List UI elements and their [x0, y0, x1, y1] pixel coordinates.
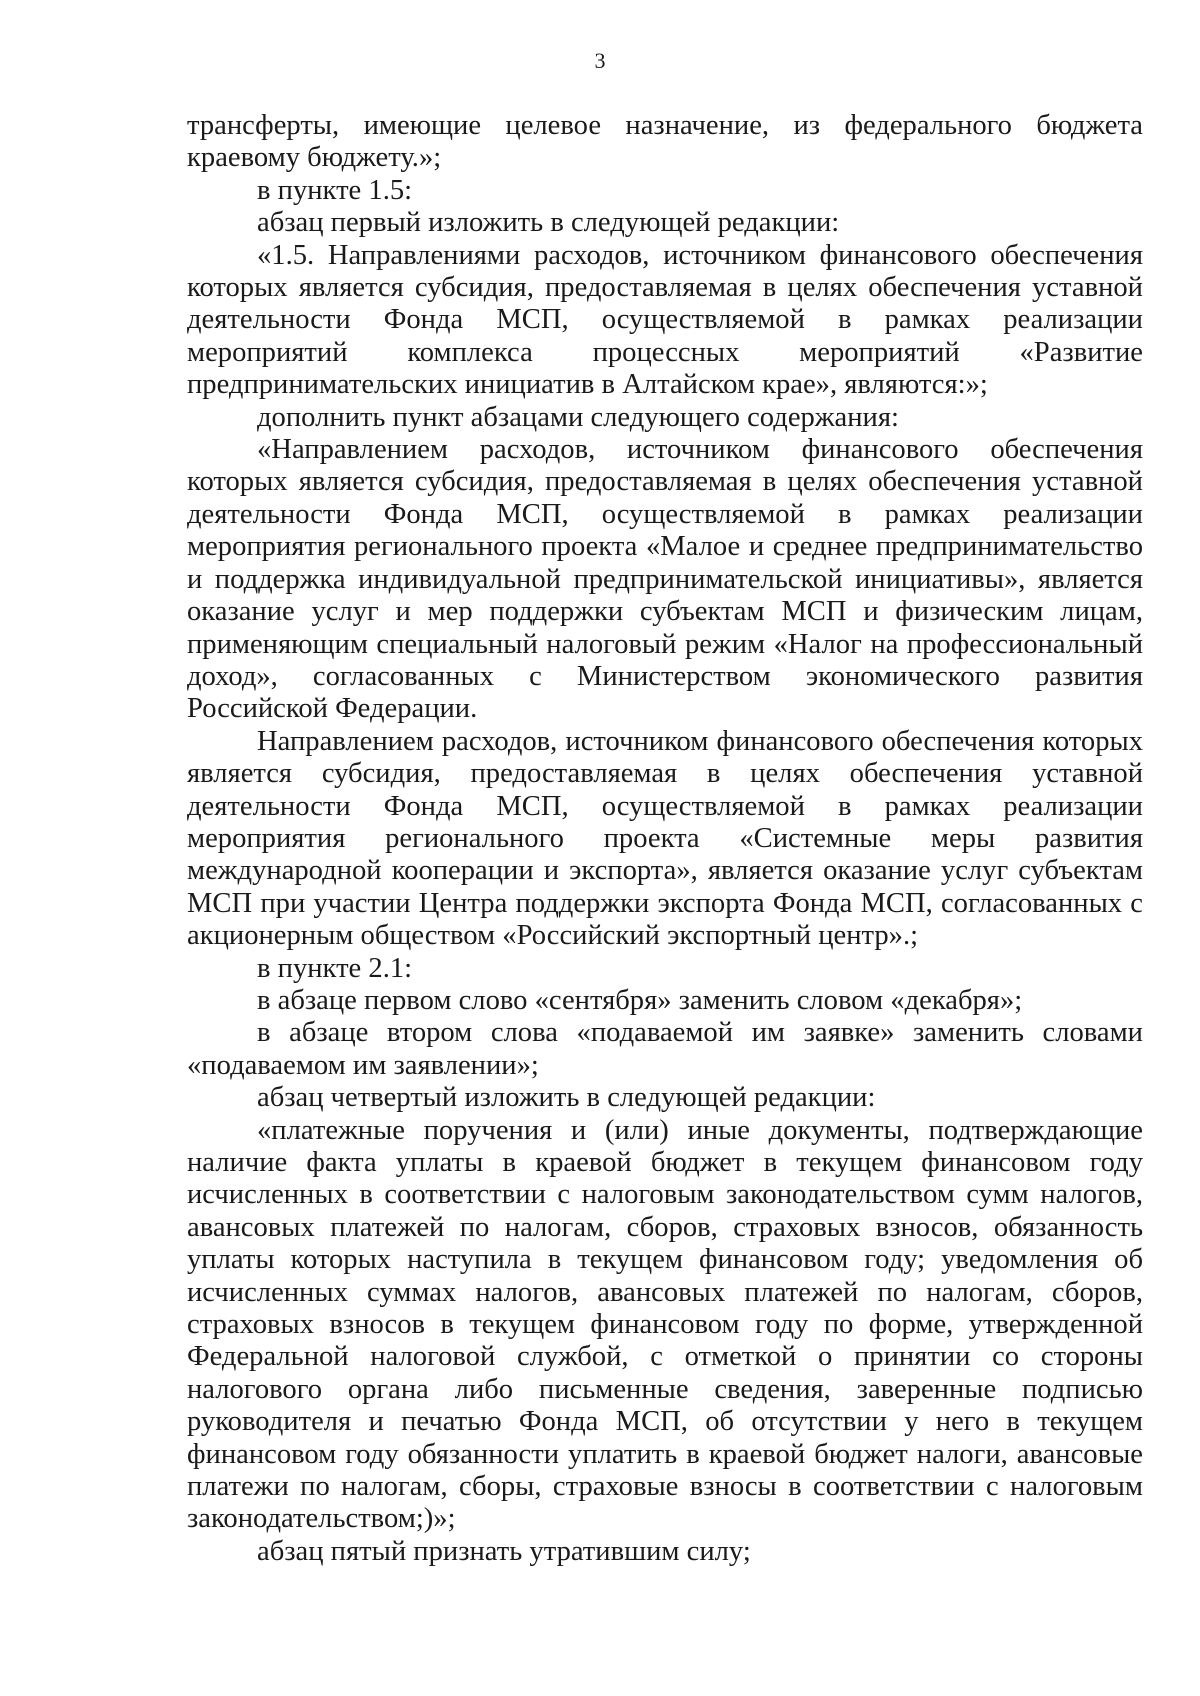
paragraph-2: в пункте 1.5:	[257, 174, 413, 206]
paragraph-3: абзац первый изложить в следующей редакции:	[257, 207, 840, 239]
paragraph-7: Направлением расходов, источником финансового обеспечения которых является субсидия, предоставляемая в целях обеспечения уставной деятельности Фонда МСП, осуществляемой в рамках реализации мероприятия регионального проекта «Системные меры развития международной кооперации и экспорта», является оказание услуг субъектам МСП при участии Центра поддержки экспорта Фонда МСП, согласованных с акционерным обществом «Российский экспортный центр».;	[187, 725, 1143, 952]
paragraph-9: в абзаце первом слово «сентября» заменить словом «декабря»;	[257, 984, 1023, 1016]
paragraph-4: «1.5. Направлениями расходов, источником финансового обеспечения которых является субсидия, предоставляемая в целях обеспечения уставной деятельности Фонда МСП, осуществляемой в рамках реализации мероприятий комплекса процессных мероприятий «Развитие предпринимательских инициатив в Алтайском крае», являются:»;	[187, 239, 1143, 401]
paragraph-5: дополнить пункт абзацами следующего содержания:	[257, 401, 899, 433]
paragraph-12: «платежные поручения и (или) иные документы, подтверждающие наличие факта уплаты в краевой бюджет в текущем финансовом году исчисленных в соответствии с налоговым законодательством сумм налогов, авансовых платежей по налогам, сборов, страховых взносов, обязанность уплаты которых наступила в текущем финансовом году; уведомления об исчисленных суммах налогов, авансовых платежей по налогам, сборов, страховых взносов в текущем финансовом году по форме, утвержденной Федеральной налоговой службой, с отметкой о принятии со стороны налогового органа либо письменные сведения, заверенные подписью руководителя и печатью Фонда МСП, об отсутствии у него в текущем финансовом году обязанности уплатить в краевой бюджет налоги, авансовые платежи по налогам, сборы, страховые взносы в соответствии с налоговым законодательством;)»;	[187, 1114, 1143, 1535]
page-number: 3	[594, 48, 606, 73]
paragraph-8: в пункте 2.1:	[257, 952, 413, 984]
document-body	[187, 110, 1143, 1568]
paragraph-1: трансферты, имеющие целевое назначение, из федерального бюджета краевому бюджету.»;	[187, 110, 1143, 174]
paragraph-10: в абзаце втором слова «подаваемой им заявке» заменить словами «подаваемом им заявлении»;	[187, 1017, 1143, 1081]
paragraph-13: абзац пятый признать утратившим силу;	[257, 1535, 751, 1567]
paragraph-11: абзац четвертый изложить в следующей редакции:	[257, 1082, 876, 1114]
paragraph-6: «Направлением расходов, источником финансового обеспечения которых является субсидия, предоставляемая в целях обеспечения уставной деятельности Фонда МСП, осуществляемой в рамках реализации мероприятия регионального проекта «Малое и среднее предпринимательство и поддержка индивидуальной предпринимательской инициативы», является оказание услуг и мер поддержки субъектам МСП и физическим лицам, применяющим специальный налоговый режим «Налог на профессиональный доход», согласованных с Министерством экономического развития Российской Федерации.	[187, 434, 1143, 725]
